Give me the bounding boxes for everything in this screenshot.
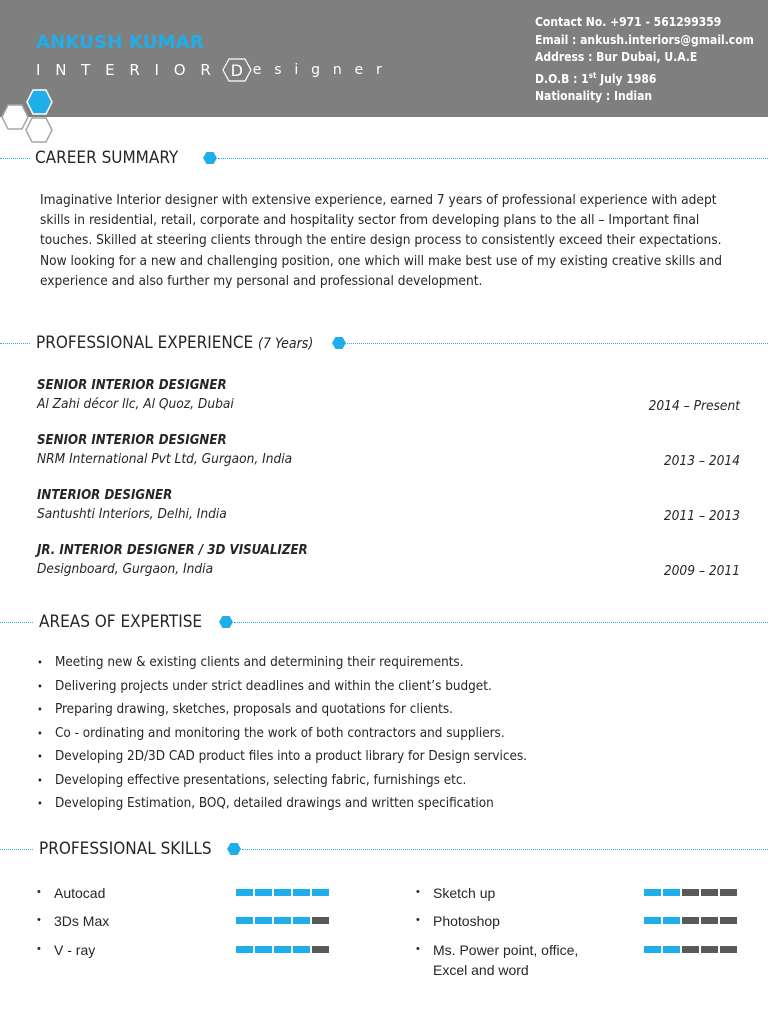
- job-company: Santushti Interiors, Delhi, India: [37, 506, 227, 522]
- hexagon-marker-icon: [332, 336, 346, 350]
- hexagon-marker-icon: [219, 615, 233, 629]
- skill-name: Ms. Power point, office,: [433, 942, 579, 958]
- section-title: AREAS OF EXPERTISE: [39, 612, 203, 632]
- skill-segment-filled: [274, 889, 291, 896]
- skill-segment-filled: [663, 889, 680, 896]
- job-entry: [37, 378, 740, 412]
- contact-email: Email : ankush.interiors@gmail.com: [535, 32, 754, 47]
- contact-dob: D.O.B : 1st July 1986: [535, 70, 657, 86]
- job-dates: 2013 – 2014: [663, 453, 740, 469]
- divider-line: [0, 343, 30, 344]
- decorative-hexagons: [0, 86, 60, 148]
- section-title: PROFESSIONAL SKILLS: [39, 839, 212, 859]
- divider-line: [0, 849, 33, 850]
- skill-segment-filled: [236, 917, 253, 924]
- list-item: • Developing 2D/3D CAD product files into a product library for Design services.: [37, 749, 528, 765]
- contact-address: Address : Bur Dubai, U.A.E: [535, 50, 698, 64]
- skill-level-bar: [236, 946, 329, 953]
- role-hexagon-letter: [222, 58, 252, 82]
- bullet-icon: •: [37, 914, 41, 926]
- header-banner: [0, 0, 768, 117]
- bullet-icon: •: [37, 726, 43, 740]
- divider-line: [0, 622, 33, 623]
- skill-segment-empty: [701, 946, 718, 953]
- section-title: CAREER SUMMARY: [35, 148, 179, 168]
- list-item: • Preparing drawing, sketches, proposals and quotations for clients.: [37, 702, 453, 718]
- skill-level-bar: [644, 946, 737, 953]
- summary-paragraph: Now looking for a new and challenging position, one which will make best use of my existing creative skills and experience and also further my personal and professional development.: [40, 252, 723, 289]
- expertise-list: [37, 651, 527, 816]
- list-item: • Delivering projects under strict deadlines and within the client’s budget.: [37, 678, 492, 694]
- skill-segment-empty: [682, 889, 699, 896]
- skill-row: [37, 883, 330, 903]
- skill-name-line2: Excel and word: [433, 962, 529, 978]
- list-item: • Meeting new & existing clients and determining their requirements.: [37, 655, 464, 671]
- skill-row: [416, 911, 740, 931]
- summary-paragraph: Imaginative Interior designer with extensive experience, earned 7 years of professional experience with adept skills in residential, retail, corporate and hospitality sector from developing plans to the all – Important final touches. Skilled at steering clients through the entire design process to consistently exceed their expectations.: [40, 192, 722, 249]
- hexagon-marker-icon: [203, 151, 217, 165]
- role-letter: D: [230, 60, 243, 80]
- bullet-icon: •: [37, 943, 41, 955]
- hexagon-marker-icon: [227, 842, 241, 856]
- skill-segment-filled: [293, 917, 310, 924]
- skill-row: [37, 911, 330, 931]
- skill-name: V - ray: [54, 942, 96, 958]
- section-professional-skills: [0, 839, 768, 859]
- role-prefix: I N T E R I O R: [36, 61, 216, 79]
- bullet-icon: •: [37, 773, 43, 787]
- contact-nationality: Nationality : Indian: [535, 89, 653, 103]
- list-item: • Co - ordinating and monitoring the work of both contractors and suppliers.: [37, 725, 505, 741]
- skill-segment-filled: [255, 889, 272, 896]
- skill-segment-filled: [274, 917, 291, 924]
- bullet-icon: •: [416, 886, 420, 898]
- skill-segment-empty: [720, 917, 737, 924]
- section-areas-of-expertise: [0, 612, 768, 632]
- divider-line: [218, 158, 768, 159]
- list-item: • Developing effective presentations, selecting fabric, furnishings etc.: [37, 772, 467, 788]
- skill-name: Autocad: [54, 885, 106, 901]
- skill-level-bar: [236, 917, 329, 924]
- skill-segment-empty: [720, 889, 737, 896]
- list-item: • Developing Estimation, BOQ, detailed drawings and written specification: [37, 796, 494, 812]
- skill-segment-filled: [274, 946, 291, 953]
- divider-line: [234, 622, 768, 623]
- divider-line: [242, 849, 768, 850]
- skill-segment-empty: [312, 946, 329, 953]
- section-professional-experience: [0, 333, 768, 353]
- section-career-summary: [0, 148, 768, 168]
- skill-segment-filled: [255, 946, 272, 953]
- skill-segment-filled: [255, 917, 272, 924]
- skill-segment-filled: [293, 889, 310, 896]
- skill-row: [416, 883, 740, 903]
- skill-segment-empty: [701, 889, 718, 896]
- skill-name: Photoshop: [433, 913, 500, 929]
- bullet-icon: •: [37, 656, 43, 670]
- job-dates: 2014 – Present: [648, 398, 740, 414]
- skill-segment-filled: [644, 889, 661, 896]
- skill-segment-empty: [701, 917, 718, 924]
- job-title: SENIOR INTERIOR DESIGNER: [37, 378, 227, 393]
- skill-segment-filled: [236, 946, 253, 953]
- job-title: INTERIOR DESIGNER: [37, 488, 173, 503]
- role-rest: e s i g n e r: [252, 62, 386, 78]
- job-company: NRM International Pvt Ltd, Gurgaon, India: [37, 451, 293, 467]
- bullet-icon: •: [37, 886, 41, 898]
- skill-segment-filled: [236, 889, 253, 896]
- job-company: Al Zahi décor llc, Al Quoz, Dubai: [37, 396, 234, 412]
- skill-level-bar: [236, 889, 329, 896]
- skill-row: [416, 940, 740, 980]
- divider-line: [0, 158, 30, 159]
- section-title: PROFESSIONAL EXPERIENCE (7 Years): [36, 333, 314, 353]
- contact-block: [535, 14, 754, 106]
- bullet-icon: •: [416, 943, 420, 955]
- divider-line: [347, 343, 768, 344]
- skill-level-bar: [644, 889, 737, 896]
- candidate-role: [36, 58, 386, 82]
- job-entry: [37, 543, 740, 577]
- bullet-icon: •: [37, 797, 43, 811]
- job-company: Designboard, Gurgaon, India: [37, 561, 214, 577]
- skill-segment-filled: [312, 889, 329, 896]
- contact-phone: Contact No. +971 - 561299359: [535, 15, 722, 29]
- skill-segment-empty: [682, 917, 699, 924]
- skill-segment-empty: [312, 917, 329, 924]
- skill-segment-filled: [644, 946, 661, 953]
- skill-segment-empty: [682, 946, 699, 953]
- skill-segment-empty: [720, 946, 737, 953]
- skill-segment-filled: [663, 917, 680, 924]
- skill-name: 3Ds Max: [54, 913, 110, 929]
- job-title: SENIOR INTERIOR DESIGNER: [37, 433, 227, 448]
- job-entry: [37, 433, 740, 467]
- bullet-icon: •: [416, 914, 420, 926]
- job-dates: 2009 – 2011: [663, 563, 740, 579]
- skill-segment-filled: [293, 946, 310, 953]
- skill-level-bar: [644, 917, 737, 924]
- bullet-icon: •: [37, 679, 43, 693]
- job-dates: 2011 – 2013: [663, 508, 740, 524]
- experience-years: (7 Years): [258, 336, 314, 352]
- bullet-icon: •: [37, 750, 43, 764]
- career-summary-text: [40, 190, 730, 291]
- job-title: JR. INTERIOR DESIGNER / 3D VISUALIZER: [37, 543, 308, 558]
- skill-segment-filled: [644, 917, 661, 924]
- skill-name: Sketch up: [433, 885, 496, 901]
- job-entry: [37, 488, 740, 522]
- bullet-icon: •: [37, 703, 43, 717]
- candidate-name: ANKUSH KUMAR: [36, 32, 204, 53]
- skill-row: [37, 940, 330, 960]
- skill-segment-filled: [663, 946, 680, 953]
